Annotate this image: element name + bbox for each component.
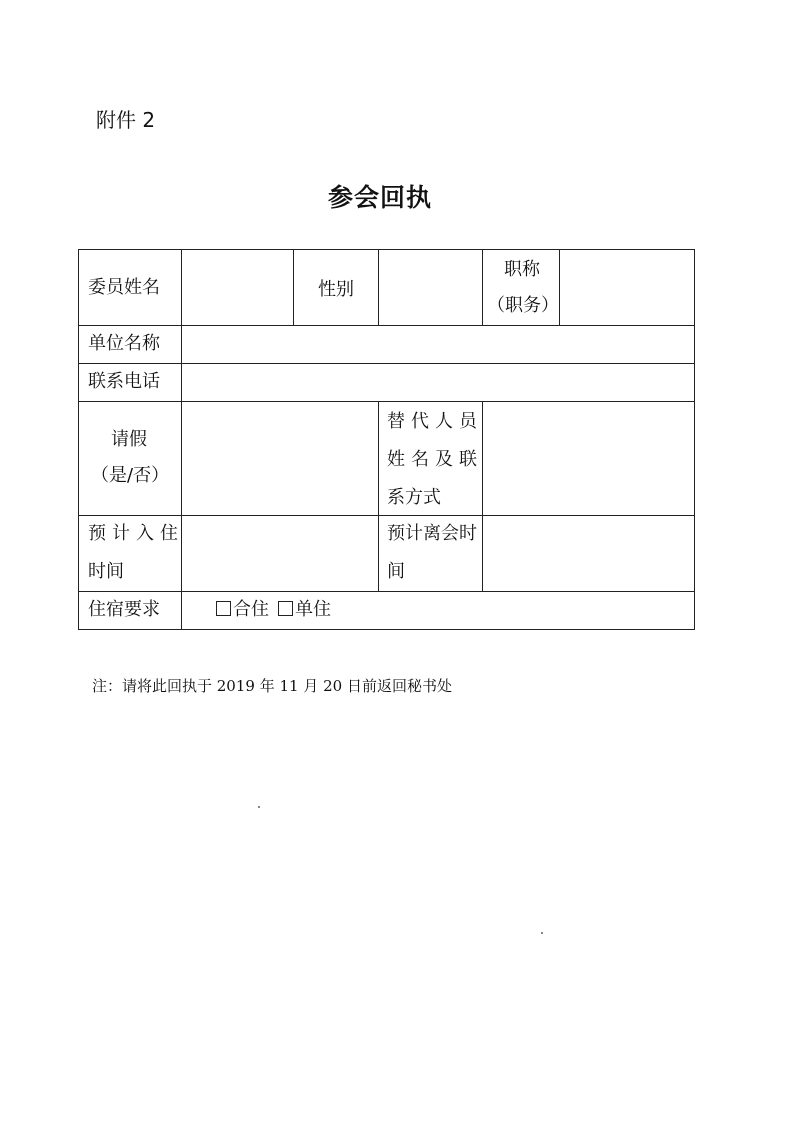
shared-option-label: 合住	[233, 599, 269, 620]
scan-speck	[541, 932, 543, 934]
checkout-label-line2: 间	[387, 561, 405, 582]
job-title-label-line1: 职称	[504, 259, 540, 280]
checkin-label-line1: 预计入住	[88, 523, 184, 544]
name-label: 委员姓名	[88, 277, 160, 298]
scan-speck	[258, 806, 260, 808]
return-note: 注：请将此回执于 2019 年 11 月 20 日前返回秘书处	[92, 677, 452, 695]
substitute-label-line1: 替代人员	[387, 411, 483, 432]
job-title-label-line2: （职务）	[487, 295, 559, 316]
org-label: 单位名称	[88, 333, 160, 354]
leave-label-line2: （是/否）	[91, 465, 170, 486]
checkout-label-line1: 预计离会时	[387, 523, 477, 544]
single-option-label: 单住	[295, 599, 331, 620]
substitute-label-line2: 姓名及联	[387, 449, 483, 470]
substitute-label-line3: 系方式	[387, 487, 441, 508]
checkin-label-line2: 时间	[88, 561, 124, 582]
gender-label: 性别	[318, 279, 354, 300]
form-title: 参会回执	[327, 183, 432, 212]
table-outer-border	[78, 249, 695, 630]
attachment-label: 附件 2	[96, 108, 156, 132]
leave-label-line1: 请假	[111, 429, 147, 450]
lodging-label: 住宿要求	[88, 599, 160, 620]
phone-label: 联系电话	[88, 371, 160, 392]
